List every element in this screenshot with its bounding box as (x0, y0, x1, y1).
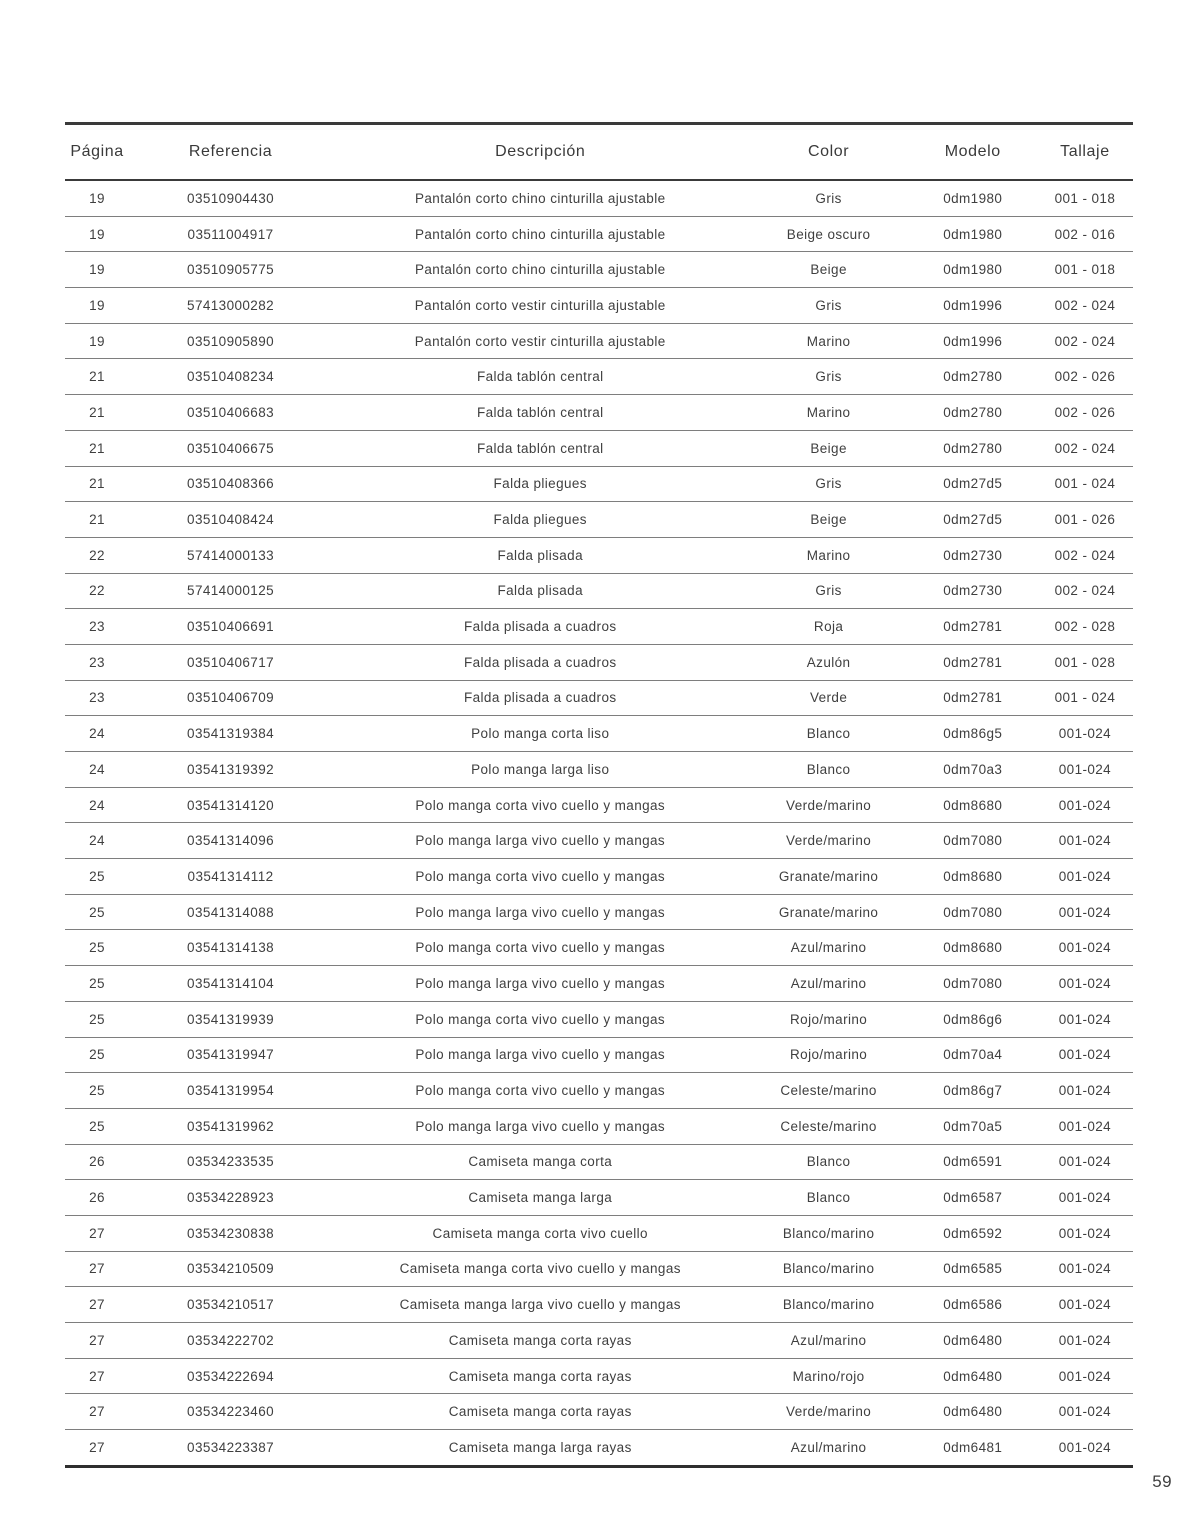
table-cell: 0dm2780 (909, 359, 1037, 395)
table-cell: 27 (65, 1287, 129, 1323)
table-row (65, 1073, 1133, 1109)
table-cell: Pantalón corto chino cinturilla ajustable (332, 216, 749, 252)
table-cell: Polo manga corta vivo cuello y mangas (332, 859, 749, 895)
table-cell: Gris (749, 359, 909, 395)
table-cell: Polo manga larga vivo cuello y mangas (332, 894, 749, 930)
table-cell: Falda tablón central (332, 395, 749, 431)
table-cell: Beige (749, 430, 909, 466)
table-cell: 002 - 026 (1037, 395, 1133, 431)
table-cell: Falda plisada a cuadros (332, 644, 749, 680)
table-cell: 0dm6591 (909, 1144, 1037, 1180)
table-cell: 24 (65, 716, 129, 752)
table-cell: Azul/marino (749, 966, 909, 1002)
table-cell: 0dm70a5 (909, 1108, 1037, 1144)
column-header: Tallaje (1037, 124, 1133, 181)
table-cell: 001-024 (1037, 894, 1133, 930)
table-cell: Marino (749, 323, 909, 359)
table-row (65, 894, 1133, 930)
table-cell: 001-024 (1037, 787, 1133, 823)
table-cell: Rojo/marino (749, 1037, 909, 1073)
table-cell: Blanco (749, 1180, 909, 1216)
catalog-index-table (65, 122, 1133, 1468)
table-cell: Camiseta manga corta rayas (332, 1323, 749, 1359)
table-cell: 0dm8680 (909, 859, 1037, 895)
table-cell: 0dm2781 (909, 680, 1037, 716)
table-cell: Blanco (749, 716, 909, 752)
table-cell: Verde/marino (749, 787, 909, 823)
table-cell: 03541319384 (129, 716, 332, 752)
table-cell: Polo manga corta vivo cuello y mangas (332, 930, 749, 966)
table-cell: Rojo/marino (749, 1001, 909, 1037)
table-cell: Polo manga larga liso (332, 752, 749, 788)
table-cell: 0dm70a4 (909, 1037, 1037, 1073)
table-cell: 0dm7080 (909, 823, 1037, 859)
table-cell: 57414000125 (129, 573, 332, 609)
table-cell: Marino (749, 395, 909, 431)
table-cell: 21 (65, 466, 129, 502)
table-cell: 0dm70a3 (909, 752, 1037, 788)
table-cell: Granate/marino (749, 859, 909, 895)
table-cell: Granate/marino (749, 894, 909, 930)
table-cell: 0dm2781 (909, 644, 1037, 680)
table-cell: 0dm1980 (909, 180, 1037, 216)
table-cell: 002 - 024 (1037, 573, 1133, 609)
table-cell: Celeste/marino (749, 1073, 909, 1109)
table-cell: 57414000133 (129, 537, 332, 573)
column-header: Color (749, 124, 909, 181)
table-cell: 001-024 (1037, 1144, 1133, 1180)
table-cell: 27 (65, 1251, 129, 1287)
table-cell: Falda plisada a cuadros (332, 609, 749, 645)
page-number: 59 (1152, 1472, 1172, 1491)
table-row (65, 1001, 1133, 1037)
table-cell: 27 (65, 1323, 129, 1359)
table-row (65, 502, 1133, 538)
table-cell: 0dm27d5 (909, 466, 1037, 502)
table-cell: Verde (749, 680, 909, 716)
table-cell: Blanco/marino (749, 1215, 909, 1251)
table-cell: Camiseta manga larga rayas (332, 1430, 749, 1467)
table-cell: 001-024 (1037, 823, 1133, 859)
table-cell: 0dm1996 (909, 323, 1037, 359)
table-cell: 002 - 024 (1037, 537, 1133, 573)
table-cell: 19 (65, 216, 129, 252)
table-cell: Camiseta manga corta vivo cuello y mangas (332, 1251, 749, 1287)
table-cell: 57413000282 (129, 288, 332, 324)
table-cell: 0dm6586 (909, 1287, 1037, 1323)
table-cell: 03541319954 (129, 1073, 332, 1109)
table-row (65, 966, 1133, 1002)
table-cell: Pantalón corto chino cinturilla ajustable (332, 180, 749, 216)
table-row (65, 1430, 1133, 1467)
table-row (65, 537, 1133, 573)
table-cell: 25 (65, 1073, 129, 1109)
table-cell: 03534210509 (129, 1251, 332, 1287)
table-row (65, 252, 1133, 288)
table-cell: 19 (65, 252, 129, 288)
table-cell: 03534230838 (129, 1215, 332, 1251)
table-cell: 001-024 (1037, 1073, 1133, 1109)
table-cell: 21 (65, 395, 129, 431)
table-cell: Azul/marino (749, 1430, 909, 1467)
table-cell: Beige (749, 252, 909, 288)
table-row (65, 609, 1133, 645)
table-cell: 001 - 026 (1037, 502, 1133, 538)
table-row (65, 1180, 1133, 1216)
table-row (65, 930, 1133, 966)
table-cell: 0dm1980 (909, 252, 1037, 288)
table-cell: 19 (65, 288, 129, 324)
table-row (65, 644, 1133, 680)
table-cell: 24 (65, 787, 129, 823)
table-cell: Camiseta manga corta rayas (332, 1394, 749, 1430)
table-row (65, 1108, 1133, 1144)
table-cell: 25 (65, 1108, 129, 1144)
table-cell: Pantalón corto chino cinturilla ajustable (332, 252, 749, 288)
table-cell: 27 (65, 1430, 129, 1467)
table-cell: 25 (65, 930, 129, 966)
table-cell: 03541319947 (129, 1037, 332, 1073)
table-cell: Azulón (749, 644, 909, 680)
table-cell: 001-024 (1037, 1430, 1133, 1467)
table-cell: Blanco (749, 1144, 909, 1180)
table-cell: 002 - 028 (1037, 609, 1133, 645)
table-cell: 0dm86g7 (909, 1073, 1037, 1109)
table-cell: 25 (65, 1001, 129, 1037)
table-cell: 22 (65, 537, 129, 573)
table-cell: 002 - 024 (1037, 288, 1133, 324)
table-cell: 001-024 (1037, 1251, 1133, 1287)
table-cell: Falda pliegues (332, 502, 749, 538)
table-cell: 0dm6480 (909, 1358, 1037, 1394)
table-cell: 27 (65, 1215, 129, 1251)
table-cell: 03534228923 (129, 1180, 332, 1216)
table-cell: 03510406709 (129, 680, 332, 716)
table-cell: 27 (65, 1358, 129, 1394)
table-cell: Falda pliegues (332, 466, 749, 502)
table-cell: 03534222694 (129, 1358, 332, 1394)
table-cell: 03541314112 (129, 859, 332, 895)
table-cell: 03510406717 (129, 644, 332, 680)
table-cell: 001-024 (1037, 1001, 1133, 1037)
table-cell: 001-024 (1037, 1394, 1133, 1430)
table-cell: 0dm8680 (909, 787, 1037, 823)
table-cell: 03510408424 (129, 502, 332, 538)
table-cell: 001-024 (1037, 1287, 1133, 1323)
table-cell: 001-024 (1037, 966, 1133, 1002)
table-cell: 23 (65, 680, 129, 716)
table-cell: 001 - 018 (1037, 252, 1133, 288)
table-cell: 001-024 (1037, 859, 1133, 895)
table-cell: 0dm6585 (909, 1251, 1037, 1287)
table-cell: Polo manga larga vivo cuello y mangas (332, 1108, 749, 1144)
table-cell: 002 - 016 (1037, 216, 1133, 252)
table-cell: 001-024 (1037, 930, 1133, 966)
table-row (65, 1251, 1133, 1287)
table-row (65, 1394, 1133, 1430)
table-cell: 03510408366 (129, 466, 332, 502)
table-cell: 22 (65, 573, 129, 609)
table-cell: Polo manga larga vivo cuello y mangas (332, 823, 749, 859)
column-header: Descripción (332, 124, 749, 181)
table-row (65, 573, 1133, 609)
table-cell: 0dm86g6 (909, 1001, 1037, 1037)
table-cell: 21 (65, 430, 129, 466)
table-cell: 0dm27d5 (909, 502, 1037, 538)
table-cell: 0dm1996 (909, 288, 1037, 324)
table-cell: 03511004917 (129, 216, 332, 252)
table-cell: 001-024 (1037, 1037, 1133, 1073)
column-header: Modelo (909, 124, 1037, 181)
table-cell: Blanco (749, 752, 909, 788)
table-cell: 19 (65, 180, 129, 216)
table-cell: Falda plisada (332, 573, 749, 609)
table-cell: 0dm6481 (909, 1430, 1037, 1467)
table-cell: Marino/rojo (749, 1358, 909, 1394)
table-cell: 001 - 024 (1037, 466, 1133, 502)
table-cell: 03510905775 (129, 252, 332, 288)
table-cell: 19 (65, 323, 129, 359)
table-cell: 002 - 024 (1037, 323, 1133, 359)
table-cell: Gris (749, 288, 909, 324)
table-cell: 03510406691 (129, 609, 332, 645)
table-cell: 03510905890 (129, 323, 332, 359)
table-cell: 001 - 024 (1037, 680, 1133, 716)
table-cell: 23 (65, 609, 129, 645)
table-cell: 25 (65, 1037, 129, 1073)
table-cell: Marino (749, 537, 909, 573)
table-cell: 0dm2730 (909, 537, 1037, 573)
table-cell: Celeste/marino (749, 1108, 909, 1144)
table-cell: Azul/marino (749, 930, 909, 966)
table-cell: 03534223460 (129, 1394, 332, 1430)
table-cell: 001-024 (1037, 752, 1133, 788)
table-cell: 001 - 028 (1037, 644, 1133, 680)
table-cell: 03510904430 (129, 180, 332, 216)
column-header: Referencia (129, 124, 332, 181)
table-cell: 001-024 (1037, 1180, 1133, 1216)
table-cell: 0dm7080 (909, 894, 1037, 930)
table-row (65, 1215, 1133, 1251)
table-row (65, 180, 1133, 216)
table-cell: Falda tablón central (332, 430, 749, 466)
table-cell: Roja (749, 609, 909, 645)
table-cell: 03534233535 (129, 1144, 332, 1180)
table-row (65, 395, 1133, 431)
table-row (65, 752, 1133, 788)
table-row (65, 787, 1133, 823)
table-cell: Camiseta manga larga vivo cuello y mangas (332, 1287, 749, 1323)
table-cell: Polo manga larga vivo cuello y mangas (332, 1037, 749, 1073)
table-row (65, 323, 1133, 359)
table-cell: Pantalón corto vestir cinturilla ajustable (332, 323, 749, 359)
table-cell: Pantalón corto vestir cinturilla ajustable (332, 288, 749, 324)
table-cell: Falda plisada (332, 537, 749, 573)
table-cell: 03534222702 (129, 1323, 332, 1359)
table-row (65, 1287, 1133, 1323)
table-cell: 001-024 (1037, 1358, 1133, 1394)
table-cell: 03534210517 (129, 1287, 332, 1323)
table-cell: 001-024 (1037, 1215, 1133, 1251)
table-cell: Camiseta manga corta rayas (332, 1358, 749, 1394)
table-row (65, 1323, 1133, 1359)
table-body (65, 180, 1133, 1466)
table-cell: 001 - 018 (1037, 180, 1133, 216)
table-cell: Polo manga corta vivo cuello y mangas (332, 1073, 749, 1109)
table-cell: 0dm6592 (909, 1215, 1037, 1251)
table-cell: 23 (65, 644, 129, 680)
table-cell: 0dm6587 (909, 1180, 1037, 1216)
table-cell: 27 (65, 1394, 129, 1430)
table-cell: 0dm1980 (909, 216, 1037, 252)
table-header (65, 124, 1133, 181)
table-row (65, 1037, 1133, 1073)
table-cell: Blanco/marino (749, 1251, 909, 1287)
table-cell: 0dm2781 (909, 609, 1037, 645)
table-cell: Beige oscuro (749, 216, 909, 252)
table-row (65, 288, 1133, 324)
table-cell: 03541314104 (129, 966, 332, 1002)
table-row (65, 1144, 1133, 1180)
table-cell: Gris (749, 180, 909, 216)
table-cell: Camiseta manga corta vivo cuello (332, 1215, 749, 1251)
table-cell: 03541319939 (129, 1001, 332, 1037)
table-cell: 25 (65, 859, 129, 895)
table-cell: Gris (749, 466, 909, 502)
table-row (65, 823, 1133, 859)
table-cell: 03541314138 (129, 930, 332, 966)
table-cell: 26 (65, 1180, 129, 1216)
table-cell: 03541314120 (129, 787, 332, 823)
table-cell: 0dm7080 (909, 966, 1037, 1002)
table-cell: 0dm6480 (909, 1394, 1037, 1430)
table-row (65, 680, 1133, 716)
table-cell: Blanco/marino (749, 1287, 909, 1323)
table-cell: 21 (65, 359, 129, 395)
table-row (65, 359, 1133, 395)
table-row (65, 716, 1133, 752)
table-cell: Verde/marino (749, 1394, 909, 1430)
table-row (65, 216, 1133, 252)
column-header: Página (65, 124, 129, 181)
table-cell: 0dm2730 (909, 573, 1037, 609)
table-cell: 03541314088 (129, 894, 332, 930)
table-row (65, 1358, 1133, 1394)
table-cell: 001-024 (1037, 716, 1133, 752)
table-cell: 0dm2780 (909, 430, 1037, 466)
table-cell: Verde/marino (749, 823, 909, 859)
table-cell: 002 - 024 (1037, 430, 1133, 466)
table-cell: Falda plisada a cuadros (332, 680, 749, 716)
table-row (65, 466, 1133, 502)
table-cell: 0dm86g5 (909, 716, 1037, 752)
table-cell: Polo manga corta vivo cuello y mangas (332, 787, 749, 823)
table-cell: 24 (65, 823, 129, 859)
table-cell: Camiseta manga corta (332, 1144, 749, 1180)
table-cell: Falda tablón central (332, 359, 749, 395)
table-header-row (65, 124, 1133, 181)
table-cell: Camiseta manga larga (332, 1180, 749, 1216)
table-cell: 03510406675 (129, 430, 332, 466)
table-cell: 0dm6480 (909, 1323, 1037, 1359)
table-cell: Polo manga corta liso (332, 716, 749, 752)
table-cell: 03534223387 (129, 1430, 332, 1467)
table-cell: 03541314096 (129, 823, 332, 859)
table-cell: Beige (749, 502, 909, 538)
table-cell: 21 (65, 502, 129, 538)
table-cell: Polo manga larga vivo cuello y mangas (332, 966, 749, 1002)
table-cell: 03510406683 (129, 395, 332, 431)
table-cell: 03510408234 (129, 359, 332, 395)
table-cell: Polo manga corta vivo cuello y mangas (332, 1001, 749, 1037)
table-cell: 001-024 (1037, 1323, 1133, 1359)
table-cell: 03541319962 (129, 1108, 332, 1144)
table-cell: Gris (749, 573, 909, 609)
table-cell: 24 (65, 752, 129, 788)
table-cell: 25 (65, 894, 129, 930)
table-cell: 0dm8680 (909, 930, 1037, 966)
table-cell: 002 - 026 (1037, 359, 1133, 395)
table-cell: 26 (65, 1144, 129, 1180)
table-cell: 25 (65, 966, 129, 1002)
table-cell: 03541319392 (129, 752, 332, 788)
table-cell: 0dm2780 (909, 395, 1037, 431)
table-row (65, 430, 1133, 466)
table-cell: 001-024 (1037, 1108, 1133, 1144)
table-row (65, 859, 1133, 895)
table-cell: Azul/marino (749, 1323, 909, 1359)
